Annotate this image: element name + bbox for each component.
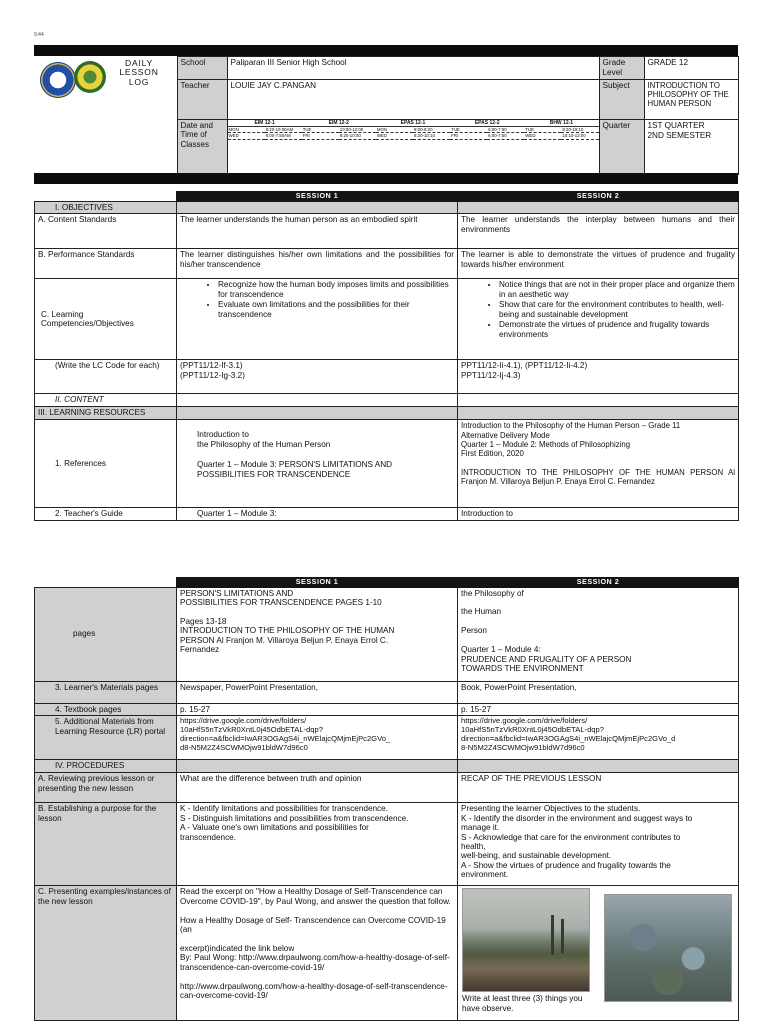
pages-label: pages xyxy=(35,587,177,681)
school-seal-logo xyxy=(74,61,106,93)
page-time-mark: 9:44 xyxy=(34,32,44,38)
competencies-label: C. Learning Competencies/Objectives xyxy=(35,279,177,360)
competency-item: • Recognize how the human body imposes limits and possibilities for transcendence xyxy=(218,280,454,300)
quarter-value-1: 1ST QUARTER xyxy=(647,120,705,130)
purpose-label: B. Establishing a purpose for the lesson xyxy=(35,803,177,886)
daily-lesson-log-title xyxy=(110,59,168,88)
session-2-header: SESSION 2 xyxy=(458,192,739,202)
section-epas-12-1: EPAS 12-1 xyxy=(376,120,450,127)
session-1-header: SESSION 1 xyxy=(177,578,458,588)
section-epas-12-2: EPAS 12-2 xyxy=(450,120,524,127)
teachers-guide-label: 2. Teacher's Guide xyxy=(35,508,177,521)
quarter-value-2: 2ND SEMESTER xyxy=(647,130,712,140)
sched-cell: 8:00-8:20 xyxy=(413,126,450,133)
date-time-label: Date and Time of Classes xyxy=(177,119,227,174)
header-bottom-bar xyxy=(34,173,738,184)
content-standards-session2: The learner understands the interplay between humans and their environments xyxy=(458,214,739,249)
section-bhw-12-1: BHW 12-1 xyxy=(524,120,598,127)
quarter-value xyxy=(644,119,738,174)
performance-standards-label: B. Performance Standards xyxy=(35,249,177,279)
lc-code-session2: PPT11/12-Ii-4.1), (PPT11/12-Ii-4.2) PPT11/12-Ij-4.3) xyxy=(458,360,739,394)
sched-cell: FRI xyxy=(302,133,339,140)
sched-cell: WED xyxy=(524,133,561,140)
section-eim-12-2: EIM 12-2 xyxy=(302,120,376,127)
learning-resources-heading: III. LEARNING RESOURCES xyxy=(35,407,177,420)
references-session1 xyxy=(177,420,458,508)
competency-item: • Demonstrate the virtues of prudence and frugality towards environments xyxy=(499,320,735,340)
purpose-session1: K - Identify limitations and possibilities for transcendence. S - Distinguish limitations and possibilities from transcendence. A - Valuate one's own limitations and possibilities for transcendence. xyxy=(177,803,458,886)
blank xyxy=(177,394,458,407)
class-schedule xyxy=(228,120,599,140)
header-table xyxy=(34,56,739,175)
sched-cell: 10:00-12:00 xyxy=(339,126,376,133)
quarter-label: Quarter xyxy=(599,119,644,174)
lc-code-session1: (PPT11/12-If-3.1) (PPT11/12-Ig-3.2) xyxy=(177,360,458,394)
sched-cell: 6:00-7:50 xyxy=(487,133,524,140)
presenting-session1: Read the excerpt on "How a Healthy Dosage of Self-Transcendence can Overcome COVID-19", by Paul Wong, and answer the question that follow. How a Healthy Dosage of Self- Transcendence can Overcome COVID-19 (an excerpt)indicated the link below By: Paul Wong: http://www.drpaulwong.com/how-a-healthy-dosage-of-self-transcendence-can-overcome-covid-19/ http://www.drpaulwong.com/how-a-healthy-dosage-of-self-transcendence-can-overcome-covid-19/ xyxy=(177,886,458,1021)
session-2-header: SESSION 2 xyxy=(458,578,739,588)
sched-cell: 6:00-7:50 xyxy=(487,126,524,133)
class-schedule-cell xyxy=(227,119,599,174)
textbook-pages-label: 4. Textbook pages xyxy=(35,703,177,716)
reviewing-session1: What are the difference between truth and opinion xyxy=(177,773,458,803)
references-2-book: INTRODUCTION TO THE PHILOSOPHY OF THE HUMAN PERSON Al Franjon M. Villaroya Beljun P. Enaya Errol C. Fernandez xyxy=(461,467,735,486)
sched-cell: MON xyxy=(228,126,265,133)
header-top-bar xyxy=(34,45,738,56)
teacher-label: Teacher xyxy=(177,79,227,119)
content-standards-label: A. Content Standards xyxy=(35,214,177,249)
reviewing-session2: RECAP OF THE PREVIOUS LESSON xyxy=(458,773,739,803)
pages-session1: PERSON'S LIMITATIONS AND POSSIBILITIES FOR TRANSCENDENCE PAGES 1-10 Pages 13-18 INTRODUCTION TO THE PHILOSOPHY OF THE HUMAN PERSON Al Franjon M. Villaroya Beljun P. Enaya Errol C. Fernandez xyxy=(177,587,458,681)
blank xyxy=(177,201,458,214)
lesson-table-page1 xyxy=(34,191,739,521)
teachers-guide-session1: Quarter 1 – Module 3: xyxy=(177,508,458,521)
title-line-3: LOG xyxy=(128,77,150,88)
objectives-heading: I. OBJECTIVES xyxy=(35,201,177,214)
references-2-title: Introduction to the Philosophy of the Human Person – Grade 11 Alternative Delivery Mode Quarter 1 – Module 2: Methods of Philosophizing First Edition, 2020 xyxy=(461,421,681,459)
references-1-title: Introduction to the Philosophy of the Human Person xyxy=(197,430,331,450)
presenting-session2-text: Write at least three (3) things you have observe. xyxy=(462,994,583,1014)
blank xyxy=(458,394,739,407)
purpose-session2: Presenting the learner Objectives to the students. K - Identify the disorder in the environment and suggest ways to manage it. S - Acknowledge that care for the environment contributes to health, well-being, and sustainable development. A - Show the virtues of prudence and frugality towards the environment. xyxy=(458,803,739,886)
beach-litter-photo xyxy=(462,888,590,992)
sched-cell: TUE xyxy=(302,126,339,133)
blank-header xyxy=(35,578,177,588)
sched-cell: TUE xyxy=(450,126,487,133)
performance-standards-session1: The learner distinguishes his/her own limitations and the possibilities for his/her transcendence xyxy=(177,249,458,279)
competency-item: • Evaluate own limitations and the possibilities for their transcendence xyxy=(218,300,454,320)
additional-materials-session2: https://drive.google.com/drive/folders/ 10aHfS5nTzVkR0XntL0j45OdbETAL-dqp? direction=a&fbclid=IwAR3OGAgS4i_nWElajcQMjmEjPc2GVo_d 8-N5M2Z4SCWMOjw91bldW7d96c0 xyxy=(458,716,739,760)
grade-value: GRADE 12 xyxy=(644,57,738,80)
teachers-guide-session2: Introduction to xyxy=(458,508,739,521)
pages-session2: the Philosophy of the Human Person Quarter 1 – Module 4: PRUDENCE AND FRUGALITY OF A PERSON TOWARDS THE ENVIRONMENT xyxy=(458,587,739,681)
competencies-session2 xyxy=(458,279,739,360)
title-line-2: LESSON xyxy=(119,67,159,78)
references-label: 1. References xyxy=(35,420,177,508)
sched-cell: 8:20-10:10 xyxy=(561,126,598,133)
procedures-heading: IV. PROCEDURES xyxy=(35,760,177,773)
subject-value: INTRODUCTION TO PHILOSOPHY OF THE HUMAN PERSON xyxy=(644,79,738,119)
section-eim-12-1: EIM 12-1 xyxy=(228,120,302,127)
textbook-pages-session2: p. 15-27 xyxy=(458,703,739,716)
lesson-table-page2 xyxy=(34,577,739,1021)
sched-cell: WED xyxy=(376,133,413,140)
sched-cell: 8:20-10:00 xyxy=(339,133,376,140)
sched-cell: TUE xyxy=(524,126,561,133)
teacher-value: LOUIE JAY C.PANGAN xyxy=(227,79,599,119)
title-line-1: DAILY xyxy=(125,57,153,68)
sched-cell: 6:00-7:50AM xyxy=(265,133,302,140)
session-1-header: SESSION 1 xyxy=(177,192,458,202)
competencies-session1 xyxy=(177,279,458,360)
additional-materials-label: 5. Additional Materials from Learning Resource (LR) portal xyxy=(35,716,177,760)
references-1-module: Quarter 1 – Module 3: PERSON'S LIMITATIONS AND POSSIBILITIES FOR TRANSCENDENCE xyxy=(197,459,393,479)
grade-label: Grade Level xyxy=(599,57,644,80)
sched-cell: 8:20-10:00AM xyxy=(265,126,302,133)
additional-materials-session1: https://drive.google.com/drive/folders/ 10aHfS5nTzVkR0XntL0j45OdbETAL-dqp? direction=a&fbclid=IwAR3OGAgS4i_nWElajcQMjmEjPc2GVo_ d8-N5M2Z4SCWMOjw91bldW7d96c0 xyxy=(177,716,458,760)
lc-code-label: (Write the LC Code for each) xyxy=(35,360,177,394)
deped-seal-logo xyxy=(40,62,76,98)
blank xyxy=(458,407,739,420)
sched-cell: MON xyxy=(376,126,413,133)
header-logo-cell xyxy=(34,57,177,175)
palm-tree-shape xyxy=(561,919,564,953)
references-session2 xyxy=(458,420,739,508)
blank xyxy=(177,407,458,420)
competency-item: • Show that care for the environment contributes to health, well-being and sustainable development xyxy=(499,300,735,320)
garbage-pile-photo xyxy=(604,894,732,1002)
blank xyxy=(177,760,458,773)
performance-standards-session2: The learner is able to demonstrate the virtues of prudence and frugality towards his/her environment xyxy=(458,249,739,279)
textbook-pages-session1: p. 15-27 xyxy=(177,703,458,716)
reviewing-label: A. Reviewing previous lesson or presenting the new lesson xyxy=(35,773,177,803)
learners-materials-session2: Book, PowerPoint Presentation, xyxy=(458,681,739,703)
blank xyxy=(458,760,739,773)
blank-header xyxy=(35,192,177,202)
content-standards-session1: The learner understands the human person as an embodied spirit xyxy=(177,214,458,249)
learners-materials-label: 3. Learner's Materials pages xyxy=(35,681,177,703)
presenting-label: C. Presenting examples/instances of the new lesson xyxy=(35,886,177,1021)
sched-cell: 10:10-12:00 xyxy=(561,133,598,140)
presenting-session2 xyxy=(458,886,739,1021)
subject-label: Subject xyxy=(599,79,644,119)
competency-item: • Notice things that are not in their proper place and organize them in an aesthetic way xyxy=(499,280,735,300)
sched-cell: FRI xyxy=(450,133,487,140)
blank xyxy=(458,201,739,214)
palm-tree-shape xyxy=(551,915,554,955)
school-label: School xyxy=(177,57,227,80)
sched-cell: WED xyxy=(228,133,265,140)
content-heading: II. CONTENT xyxy=(35,394,177,407)
learners-materials-session1: Newspaper, PowerPoint Presentation, xyxy=(177,681,458,703)
sched-cell: 8:20-10:10 xyxy=(413,133,450,140)
school-value: Paliparan III Senior High School xyxy=(227,57,599,80)
